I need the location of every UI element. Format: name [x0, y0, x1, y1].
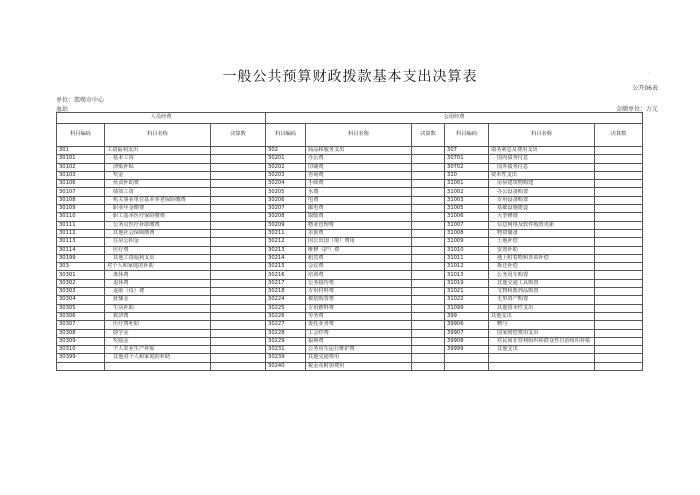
amount-cell — [211, 279, 266, 287]
amount-cell — [412, 180, 445, 188]
subject-name-cell: 对个人和家庭的补助 — [105, 263, 211, 271]
col-header-name: 科目名称 — [306, 124, 412, 147]
amount-cell — [412, 221, 445, 229]
subject-name-cell: 退休费 — [105, 279, 211, 287]
subject-code-cell: 30207 — [266, 205, 306, 213]
table-row — [57, 279, 643, 287]
subject-name-cell: 其他社会保障缴费 — [105, 229, 211, 237]
table-row — [57, 196, 643, 204]
table-row — [57, 180, 643, 188]
subject-name-cell: 房屋建筑物购建 — [489, 180, 595, 188]
subject-name-cell: 基础设施建设 — [489, 205, 595, 213]
subject-name-cell: 奖励金 — [105, 337, 211, 345]
subject-code-cell: 30217 — [266, 279, 306, 287]
amount-cell — [211, 304, 266, 312]
amount-cell — [595, 337, 643, 345]
subject-name-cell: 水费 — [306, 188, 412, 196]
amount-cell — [211, 271, 266, 279]
subject-name-cell: 维修（护）费 — [306, 246, 412, 254]
amount-cell — [595, 312, 643, 320]
table-row — [57, 188, 643, 196]
col-header-code: 科目编码 — [445, 124, 489, 147]
subject-code-cell: 30206 — [266, 196, 306, 204]
table-row — [57, 213, 643, 221]
office-label: 血站 — [56, 106, 69, 113]
subject-code-cell: 30240 — [266, 362, 306, 370]
amount-cell — [412, 188, 445, 196]
amount-cell — [211, 171, 266, 179]
subject-name-cell: 其他支出 — [489, 346, 595, 354]
subject-code-cell: 30112 — [57, 229, 105, 237]
subject-name-cell: 物业管理费 — [306, 221, 412, 229]
amount-cell — [595, 171, 643, 179]
subject-code-cell: 30213 — [266, 246, 306, 254]
amount-cell — [412, 229, 445, 237]
subject-code-cell: 30106 — [57, 180, 105, 188]
section-header-row — [57, 113, 643, 124]
subject-code-cell: 399 — [445, 312, 489, 320]
subject-name-cell: 信息网络及软件购置更新 — [489, 221, 595, 229]
amount-cell — [595, 271, 643, 279]
subject-code-cell: 30399 — [57, 354, 105, 362]
subject-name-cell: 机关事业单位基本养老保险缴费 — [105, 196, 211, 204]
subject-name-cell: 公务用车运行维护费 — [306, 346, 412, 354]
amount-cell — [595, 321, 643, 329]
amount-cell — [412, 337, 445, 345]
amount-cell — [595, 188, 643, 196]
subject-code-cell: 30227 — [266, 321, 306, 329]
subject-code-cell: 30108 — [57, 196, 105, 204]
subject-code-cell: 30202 — [266, 163, 306, 171]
amount-cell — [211, 346, 266, 354]
subject-name-cell: 物资储备 — [489, 229, 595, 237]
subject-name-cell: 其他资本性支出 — [489, 304, 595, 312]
subject-name-cell: 大型修缮 — [489, 213, 595, 221]
amount-cell — [412, 312, 445, 320]
subject-name-cell: 被装购置费 — [306, 296, 412, 304]
amount-cell — [412, 271, 445, 279]
subject-name-cell: 国家赔偿费用支出 — [489, 329, 595, 337]
subject-name-cell: 办公费 — [306, 155, 412, 163]
subject-code-cell: 31010 — [445, 246, 489, 254]
subject-name-cell: 工会经费 — [306, 329, 412, 337]
subject-name-cell: 印刷费 — [306, 163, 412, 171]
subject-name-cell: 医疗费补助 — [105, 321, 211, 329]
subject-code-cell: 39908 — [445, 337, 489, 345]
subject-code-cell — [445, 362, 489, 370]
subject-name-cell: 办公设备购置 — [489, 188, 595, 196]
expenditure-table — [56, 112, 643, 371]
subject-code-cell: 31003 — [445, 196, 489, 204]
subject-name-cell: 专用材料费 — [306, 288, 412, 296]
subject-code-cell: 31021 — [445, 288, 489, 296]
amount-cell — [211, 354, 266, 362]
amount-cell — [595, 205, 643, 213]
amount-cell — [595, 304, 643, 312]
subject-code-cell: 30214 — [266, 254, 306, 262]
table-row — [57, 147, 643, 155]
amount-cell — [412, 321, 445, 329]
page-title: 一般公共预算财政拨款基本支出决算表 — [222, 69, 478, 85]
subject-name-cell: 税金及附加费用 — [306, 362, 412, 370]
col-header-amount: 决算数 — [412, 124, 445, 147]
col-header-code: 科目编码 — [266, 124, 306, 147]
table-row — [57, 238, 643, 246]
amount-unit-label: 金额单位：万元 — [615, 106, 658, 113]
amount-cell — [412, 246, 445, 254]
amount-cell — [595, 229, 643, 237]
subject-code-cell: 310 — [445, 171, 489, 179]
subject-code-cell: 30229 — [266, 337, 306, 345]
subject-code-cell: 30109 — [57, 205, 105, 213]
subject-code-cell: 30102 — [57, 163, 105, 171]
subject-code-cell: 30228 — [266, 329, 306, 337]
subject-name-cell: 咨询费 — [306, 171, 412, 179]
amount-cell — [412, 163, 445, 171]
subject-name-cell: 住房公积金 — [105, 238, 211, 246]
subject-code-cell: 39907 — [445, 329, 489, 337]
subject-name-cell: 电费 — [306, 196, 412, 204]
subject-code-cell: 31007 — [445, 221, 489, 229]
subject-name-cell: 公务员医疗补助缴费 — [105, 221, 211, 229]
amount-cell — [211, 155, 266, 163]
subject-name-cell: 基本工资 — [105, 155, 211, 163]
amount-cell — [412, 196, 445, 204]
subject-code-cell: 31013 — [445, 271, 489, 279]
subject-name-cell: 奖金 — [105, 171, 211, 179]
amount-cell — [412, 171, 445, 179]
table-row — [57, 312, 643, 320]
amount-cell — [595, 254, 643, 262]
subject-name-cell: 公务用车购置 — [489, 271, 595, 279]
table-row — [57, 362, 643, 370]
amount-cell — [211, 246, 266, 254]
table-row — [57, 271, 643, 279]
subject-name-cell: 租赁费 — [306, 254, 412, 262]
amount-cell — [595, 180, 643, 188]
subject-name-cell: 土地补偿 — [489, 238, 595, 246]
subject-name-cell: 其他交通费用 — [306, 354, 412, 362]
subject-code-cell: 31002 — [445, 188, 489, 196]
table-row — [57, 246, 643, 254]
amount-cell — [211, 180, 266, 188]
subject-name-cell: 赠与 — [489, 321, 595, 329]
subject-name-cell: 绩效工资 — [105, 188, 211, 196]
subject-name-cell: 医疗费 — [105, 246, 211, 254]
subject-name-cell: 资本性支出 — [489, 171, 595, 179]
table-row — [57, 354, 643, 362]
amount-cell — [412, 147, 445, 155]
amount-cell — [412, 205, 445, 213]
subject-name-cell: 文物和陈列品购置 — [489, 288, 595, 296]
amount-cell — [211, 263, 266, 271]
subject-name-cell: 会议费 — [306, 263, 412, 271]
subject-name-cell: 国外债务付息 — [489, 163, 595, 171]
amount-cell — [412, 354, 445, 362]
subject-name-cell — [489, 362, 595, 370]
subject-name-cell: 退职（役）费 — [105, 288, 211, 296]
amount-cell — [595, 296, 643, 304]
amount-cell — [211, 229, 266, 237]
subject-name-cell: 其他工资福利支出 — [105, 254, 211, 262]
table-row — [57, 163, 643, 171]
unit-label: 单位：邯郸市中心 — [56, 97, 105, 104]
subject-code-cell: 30199 — [57, 254, 105, 262]
amount-cell — [211, 196, 266, 204]
amount-cell — [211, 213, 266, 221]
subject-code-cell: 30302 — [57, 279, 105, 287]
subject-code-cell: 30303 — [57, 288, 105, 296]
subject-name-cell: 职工基本医疗保险缴费 — [105, 213, 211, 221]
table-row — [57, 221, 643, 229]
subject-code-cell: 302 — [266, 147, 306, 155]
subject-code-cell: 30216 — [266, 271, 306, 279]
amount-cell — [211, 362, 266, 370]
subject-code-cell: 31099 — [445, 304, 489, 312]
table-row — [57, 205, 643, 213]
subject-name-cell: 其他对个人和家庭的补助 — [105, 354, 211, 362]
amount-cell — [211, 329, 266, 337]
public-section-header: 公用经费 — [266, 113, 643, 124]
subject-code-cell: 30301 — [57, 271, 105, 279]
amount-cell — [595, 163, 643, 171]
amount-cell — [412, 254, 445, 262]
subject-code-cell: 31005 — [445, 205, 489, 213]
amount-cell — [211, 312, 266, 320]
subject-name-cell: 助学金 — [105, 329, 211, 337]
subject-name-cell: 手续费 — [306, 180, 412, 188]
subject-code-cell: 30103 — [57, 171, 105, 179]
table-row — [57, 321, 643, 329]
subject-name-cell: 培训费 — [306, 271, 412, 279]
subject-code-cell: 307 — [445, 147, 489, 155]
subject-name-cell: 专用燃料费 — [306, 304, 412, 312]
subject-code-cell: 30305 — [57, 304, 105, 312]
amount-cell — [595, 354, 643, 362]
amount-cell — [595, 155, 643, 163]
amount-cell — [211, 254, 266, 262]
subject-code-cell: 30201 — [266, 155, 306, 163]
subject-code-cell: 30101 — [57, 155, 105, 163]
subject-name-cell: 无形资产购置 — [489, 296, 595, 304]
subject-code-cell: 30212 — [266, 238, 306, 246]
amount-cell — [211, 221, 266, 229]
table-row — [57, 296, 643, 304]
subject-name-cell: 救济费 — [105, 312, 211, 320]
subject-code-cell: 30231 — [266, 346, 306, 354]
amount-cell — [595, 279, 643, 287]
subject-name-cell: 津贴补贴 — [105, 163, 211, 171]
subject-code-cell: 31006 — [445, 213, 489, 221]
col-header-amount: 决算数 — [595, 124, 643, 147]
subject-name-cell — [105, 362, 211, 370]
subject-name-cell: 债务利息及费用支出 — [489, 147, 595, 155]
amount-cell — [595, 213, 643, 221]
subject-code-cell: 30203 — [266, 171, 306, 179]
amount-cell — [595, 238, 643, 246]
subject-name-cell: 差旅费 — [306, 229, 412, 237]
subject-name-cell: 职业年金缴费 — [105, 205, 211, 213]
amount-cell — [412, 362, 445, 370]
table-row — [57, 304, 643, 312]
subject-code-cell: 30239 — [266, 354, 306, 362]
subject-name-cell: 其他交通工具购置 — [489, 279, 595, 287]
amount-cell — [412, 238, 445, 246]
amount-cell — [595, 196, 643, 204]
amount-cell — [412, 304, 445, 312]
amount-cell — [595, 346, 643, 354]
subject-name-cell: 个人农业生产补贴 — [105, 346, 211, 354]
subject-code-cell: 39999 — [445, 346, 489, 354]
subject-name-cell: 伙食补助费 — [105, 180, 211, 188]
subject-code-cell: 30701 — [445, 155, 489, 163]
subject-code-cell: 31011 — [445, 254, 489, 262]
col-header-name: 科目名称 — [105, 124, 211, 147]
col-header-code: 科目编码 — [57, 124, 105, 147]
subject-name-cell: 抚恤金 — [105, 296, 211, 304]
table-row — [57, 263, 643, 271]
subject-code-cell: 30218 — [266, 288, 306, 296]
subject-code-cell: 301 — [57, 147, 105, 155]
subject-name-cell: 商品和服务支出 — [306, 147, 412, 155]
amount-cell — [595, 246, 643, 254]
subject-code-cell: 30209 — [266, 221, 306, 229]
subject-code-cell — [57, 362, 105, 370]
subject-code-cell — [445, 354, 489, 362]
subject-name-cell: 拆迁补偿 — [489, 263, 595, 271]
amount-cell — [595, 362, 643, 370]
amount-cell — [211, 337, 266, 345]
amount-cell — [211, 163, 266, 171]
amount-cell — [412, 279, 445, 287]
subject-code-cell: 31022 — [445, 296, 489, 304]
margin-dot: · — [642, 92, 644, 98]
col-header-amount: 决算数 — [211, 124, 266, 147]
personnel-section-header: 人员经费 — [57, 113, 266, 124]
subject-code-cell: 30111 — [57, 221, 105, 229]
subject-code-cell: 30702 — [445, 163, 489, 171]
subject-code-cell: 31009 — [445, 238, 489, 246]
subject-name-cell: 工资福利支出 — [105, 147, 211, 155]
subject-name-cell: 离休费 — [105, 271, 211, 279]
subject-code-cell: 30208 — [266, 213, 306, 221]
subject-code-cell: 31008 — [445, 229, 489, 237]
subject-name-cell: 因公出国（境）费用 — [306, 238, 412, 246]
amount-cell — [595, 221, 643, 229]
table-row — [57, 229, 643, 237]
subject-code-cell: 30224 — [266, 296, 306, 304]
amount-cell — [412, 296, 445, 304]
subject-code-cell: 303 — [57, 263, 105, 271]
subject-name-cell: 地上附着物和青苗补偿 — [489, 254, 595, 262]
table-row — [57, 346, 643, 354]
amount-cell — [595, 288, 643, 296]
subject-name-cell: 邮电费 — [306, 205, 412, 213]
amount-cell — [211, 321, 266, 329]
subject-code-cell: 39906 — [445, 321, 489, 329]
subject-name-cell: 取暖费 — [306, 213, 412, 221]
subject-code-cell: 30309 — [57, 337, 105, 345]
subject-code-cell: 30307 — [57, 321, 105, 329]
amount-cell — [211, 147, 266, 155]
subject-code-cell: 30205 — [266, 188, 306, 196]
subject-name-cell: 对民间非营利组织和群众性自治组织补贴 — [489, 337, 595, 345]
amount-cell — [412, 263, 445, 271]
amount-cell — [211, 205, 266, 213]
amount-cell — [412, 329, 445, 337]
amount-cell — [412, 288, 445, 296]
amount-cell — [211, 288, 266, 296]
subject-name-cell: 委托业务费 — [306, 321, 412, 329]
subject-name-cell: 其他支出 — [489, 312, 595, 320]
subject-name-cell: 福利费 — [306, 337, 412, 345]
subject-code-cell: 30308 — [57, 329, 105, 337]
subject-code-cell: 30226 — [266, 312, 306, 320]
table-row — [57, 337, 643, 345]
subject-code-cell: 30211 — [266, 229, 306, 237]
subject-code-cell: 30306 — [57, 312, 105, 320]
amount-cell — [412, 346, 445, 354]
subject-code-cell: 30114 — [57, 246, 105, 254]
subject-code-cell: 30107 — [57, 188, 105, 196]
subject-name-cell: 安置补助 — [489, 246, 595, 254]
amount-cell — [211, 188, 266, 196]
amount-cell — [595, 147, 643, 155]
subject-code-cell: 31019 — [445, 279, 489, 287]
subject-code-cell: 31012 — [445, 263, 489, 271]
amount-cell — [211, 296, 266, 304]
table-row — [57, 171, 643, 179]
amount-cell — [595, 263, 643, 271]
subject-name-cell: 专用设备购置 — [489, 196, 595, 204]
column-header-row — [57, 124, 643, 147]
subject-code-cell: 30110 — [57, 213, 105, 221]
subject-name-cell: 公务接待费 — [306, 279, 412, 287]
subject-name-cell: 生活补助 — [105, 304, 211, 312]
form-number: 公开06表 — [632, 85, 658, 92]
margin-dot: · — [648, 70, 650, 76]
subject-code-cell: 30113 — [57, 238, 105, 246]
subject-code-cell: 30310 — [57, 346, 105, 354]
amount-cell — [412, 213, 445, 221]
amount-cell — [595, 329, 643, 337]
col-header-name: 科目名称 — [489, 124, 595, 147]
table-row — [57, 155, 643, 163]
subject-name-cell: 国内债务付息 — [489, 155, 595, 163]
amount-cell — [211, 238, 266, 246]
subject-code-cell: 30304 — [57, 296, 105, 304]
subject-code-cell: 30204 — [266, 180, 306, 188]
table-row — [57, 288, 643, 296]
amount-cell — [412, 155, 445, 163]
subject-name-cell — [489, 354, 595, 362]
table-row — [57, 329, 643, 337]
table-row — [57, 254, 643, 262]
subject-code-cell: 30225 — [266, 304, 306, 312]
subject-name-cell: 劳务费 — [306, 312, 412, 320]
subject-code-cell: 31001 — [445, 180, 489, 188]
subject-code-cell: 30215 — [266, 263, 306, 271]
